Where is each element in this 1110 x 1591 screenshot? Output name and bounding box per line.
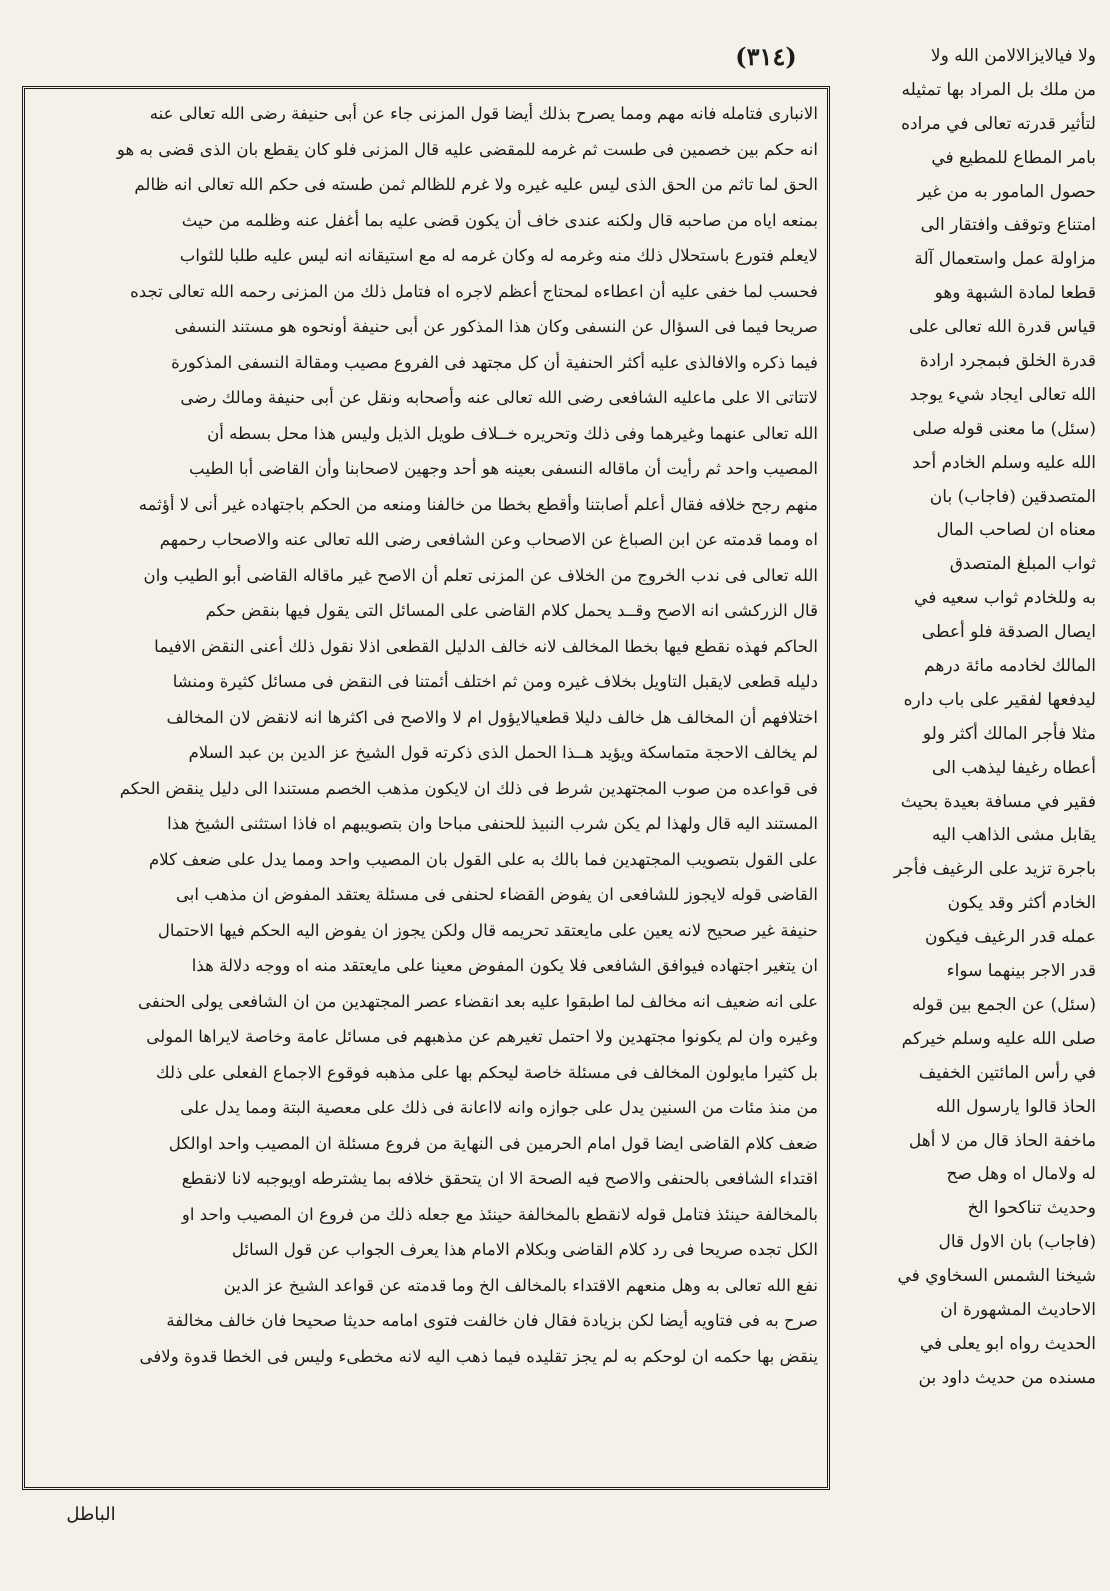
main-text-line: انه حكم بين خصمين فى طست ثم غرمه للمقضى عليه قال المزنى فلو كان يقطع بان الذى قضى به هو [116, 139, 818, 159]
margin-text-line: قدر الاجر بينهما سواء [946, 961, 1096, 982]
margin-text-line: مسنده من حديث داود بن [918, 1367, 1096, 1388]
margin-text-line: فقير في مسافة بعيدة بحيث [900, 791, 1096, 812]
margin-text-line: الحديث رواه ابو يعلى في [919, 1333, 1096, 1354]
main-text-line: نفع الله تعالى به وهل منعهم الاقتداء بالمخالف الخ وما قدمته عن قواعد الشيخ عز الدين [223, 1275, 818, 1295]
main-text-line: بمنعه اياه من صاحبه قال ولكنه عندى خاف أن يكون قضى عليه بما أغفل عنه وظلمه من حيث [181, 210, 818, 230]
margin-text-line: المتصدقين (فاجاب) بان [929, 486, 1096, 507]
margin-text-line: الله تعالى ايجاد شيء يوجد [909, 384, 1096, 405]
main-text-line: الكل تجده صريحا فى رد كلام القاضى وبكلام الامام هذا يعرف الجواب عن قول السائل [231, 1240, 818, 1259]
margin-text-line: من ملك بل المراد بها تمثيله [901, 79, 1096, 100]
margin-text-line: (سئل) عن الجمع بين قوله [912, 994, 1096, 1015]
main-text-line: اقتداء الشافعى بالحنفى والاصح فيه الصحة الا ان يتحقق خلافه بما يشترطه اويوجبه لانا لانقطع [181, 1169, 818, 1188]
main-text-line: ينقض بها حكمه ان لوحكم به لم يجز تقليده فيما ذهب اليه لانه مخطىء وليس فى الخطا قدوة ولافى [139, 1346, 818, 1366]
main-text-line: صريحا فيما فى السؤال عن النسفى وكان هذا المذكور عن أبى حنيفة أونحوه هو مستند النسفى [174, 317, 818, 336]
margin-commentary [838, 40, 1096, 1480]
main-text-line: منهم رجح خلافه فقال أعلم أصابتنا وأقطع بخطا من خالفنا ومنعه من الحكم باجتهاده غير أنى لا أؤثمه [138, 494, 818, 514]
main-text-line: الله تعالى عنهما وغيرهما وفى ذلك وتحريره خــلاف طويل الذيل وليس هذا محل بسطه أن [207, 423, 818, 443]
margin-text-line: حصول المامور به من غير [917, 181, 1096, 202]
main-text-line: الانبارى فتامله فانه مهم ومما يصرح بذلك أيضا قول المزنى جاء عن أبى حنيفة رضى الله تعالى عنه [149, 104, 818, 123]
margin-text-line: لتأثير قدرته تعالى في مراده [901, 113, 1096, 134]
margin-text-line: شيخنا الشمس السخاوي في [897, 1266, 1096, 1287]
main-text-line: صرح به فى فتاويه أيضا لكن بزيادة فقال فان خالفت فتوى امامه حديثا صحيحا فان خالف مخالفة [166, 1311, 818, 1330]
page-number: (٣١٤) [735, 42, 797, 71]
main-text-line: على انه ضعيف انه مخالف لما اطبقوا عليه بعد انقضاء عصر المجتهدين من ان الشافعى يولى الحنفى [138, 991, 818, 1011]
margin-text-line: الخادم أكثر وقد يكون [947, 893, 1096, 914]
main-text-line: ان يتغير اجتهاده فيوافق الشافعى فلا يكون المفوض معينا على مايعتقد منه اه ووجه دلالة هذا [191, 956, 818, 975]
margin-text-line: ماخفة الحاذ قال من لا أهل [908, 1130, 1096, 1151]
margin-text-line: ليدفعها لفقير على باب داره [903, 689, 1096, 710]
main-text-line: المصيب واحد ثم رأيت أن ماقاله النسفى بعينه هو أحد وجهين لاصحابنا وأن القاضى أبا الطيب [189, 459, 818, 478]
margin-text-line: معناه ان لصاحب المال [936, 520, 1096, 541]
margin-text-line: الحاذ قالوا يارسول الله [936, 1096, 1096, 1117]
margin-text-line: صلى الله عليه وسلم خيركم [901, 1028, 1096, 1049]
margin-text-line: امتناع وتوقف وافتقار الى [920, 215, 1096, 236]
main-text-line: وغيره وان لم يكونوا مجتهدين ولا احتمل تغيرهم عن مذهبهم فى مسائل عامة وخاصة لايراها المولى [146, 1027, 818, 1046]
main-text-body [34, 96, 818, 1482]
main-text-line: فحسب لما خفى عليه أن اعطاءه لمحتاج أعظم لاجره اه فتامل ذلك من المزنى رحمه الله تعالى تجده [130, 281, 818, 301]
margin-text-line: الله عليه وسلم الخادم أحد [912, 452, 1096, 473]
main-text-line: اه ومما قدمته عن ابن الصباغ عن الاصحاب وعن الشافعى رضى الله تعالى عنه والاصحاب رحمهم [159, 530, 818, 549]
margin-text-line: المالك لخادمه مائة درهم [924, 656, 1096, 677]
margin-text-line: قدرة الخلق فبمجرد ارادة [919, 351, 1096, 372]
main-text-line: حنيفة غير صحيح لانه يعين على مايعتقد تحريمه قال ولكن يجوز ان يفوض اليه الحكم فيها الاحتمال [157, 920, 818, 940]
main-text-line: المستند اليه قال ولهذا لم يكن شرب النبيذ للحنفى مباحا وان بتصويبهم اه فاذا استثنى الشيخ هذا [167, 814, 818, 833]
main-text-line: فيما ذكره والافالذى عليه أكثر الحنفية أن كل مجتهد فى الفروع مصيب ومقالة النسفى المذكورة [171, 352, 818, 372]
main-text-line: بل كثيرا مايولون المخالف فى مسئلة خاصة ليحكم بها على مذهبه فوقوع الاجماع الفعلى على ذلك [156, 1062, 818, 1082]
margin-text-line: الاحاديث المشهورة ان [940, 1299, 1096, 1320]
margin-text-line: باجرة تزيد على الرغيف فأجر [893, 859, 1096, 880]
main-text-line: على القول بتصويب المجتهدين فما بالك به على القول بان المصيب واحد ومما يدل على ضعف كلام [148, 849, 818, 869]
margin-text-line: قياس قدرة الله تعالى على [908, 317, 1096, 338]
margin-text-line: (سئل) ما معنى قوله صلى [912, 418, 1096, 439]
margin-text-line: مثلا فأجر المالك أكثر ولو [922, 723, 1096, 744]
margin-text-line: أعطاه رغيفا ليذهب الى [931, 757, 1096, 778]
catchword: الباطل [66, 1504, 116, 1525]
margin-text-line: (فاجاب) بان الاول قال [938, 1232, 1096, 1253]
main-text-line: الحق لما تاثم من الحق الذى ليس عليه غيره ولا غرم للظالم ثمن طسته فى حكم الله تعالى انه ظالم [134, 175, 818, 194]
main-text-line: من منذ مئات من السنين يدل على جوازه وانه لااعانة فى ذلك على معصية البتة ومما يدل على [180, 1098, 818, 1117]
margin-text-line: بامر المطاع للمطيع في [931, 147, 1096, 168]
margin-text-line: في رأس المائتين الخفيف [918, 1062, 1096, 1083]
main-text-line: القاضى قوله لايجوز للشافعى ان يفوض القضاء لحنفى فى مسئلة يعتقد المفوض ان مذهب ابى [175, 885, 818, 904]
margin-text-line: قطعا لمادة الشبهة وهو [934, 283, 1096, 304]
main-text-line: قال الزركشى انه الاصح وقــد يحمل كلام القاضى على المسائل التى يقول فيها بنقض حكم [205, 601, 818, 620]
margin-text-line: وحديث تناكحوا الخ [967, 1198, 1096, 1219]
main-text-line: ضعف كلام القاضى ايضا قول امام الحرمين فى النهاية من فروع مسئلة ان المصيب واحد اوالكل [168, 1133, 818, 1153]
main-text-line: لاتتاتى الا على ماعليه الشافعى رضى الله تعالى عنه وأصحابه ونقل عن أبى حنيفة ومالك رضى [180, 388, 818, 407]
margin-text-line: ولا فيالايزالالامن الله ولا [930, 46, 1096, 66]
margin-text-line: عمله قدر الرغيف فيكون [925, 927, 1096, 948]
margin-text-line: له ولامال اه وهل صح [946, 1164, 1096, 1185]
main-text-line: اختلافهم أن المخالف هل خالف دليلا قطعيالايؤول ام لا والاصح فى اكثرها انه لانقض لان المخالف [166, 707, 818, 727]
main-text-line: فى قواعده من صوب المجتهدين شرط فى ذلك ان لايكون مذهب الخصم مستندا الى دليل ينقض الحكم [119, 778, 818, 798]
margin-text-line: ايصال الصدقة فلو أعطى [921, 622, 1096, 643]
main-text-line: لم يخالف الاحجة متماسكة ويؤيد هــذا الحمل الذى ذكرته قول الشيخ عز الدين بن عبد السلام [188, 743, 818, 762]
margin-text-line: يقابل مشى الذاهب اليه [931, 825, 1096, 846]
main-text-line: بالمخالفة حينئذ فتامل قوله لانقطع بالمخالفة حينئذ مع جعله ذلك من فروع ان المصيب واحد او [181, 1204, 818, 1224]
main-text-line: الحاكم فهذه نقطع فيها بخطا المخالف لانه خالف الدليل القطعى اذلا نقول ذلك أعنى النقض الافيما [154, 636, 818, 656]
main-text-line: لايعلم فتورع باستحلال ذلك منه وغرمه له وكان غرمه له مع استيقانه انه ليس عليه طلبا للثواب [179, 246, 818, 265]
margin-text-line: به وللخادم ثواب سعيه في [914, 588, 1096, 609]
margin-text-line: مزاولة عمل واستعمال آلة [914, 249, 1096, 270]
main-text-line: الله تعالى فى ندب الخروج من الخلاف عن المزنى تعلم أن الاصح غير ماقاله القاضى أبو الطيب وان [143, 565, 818, 585]
margin-text-line: ثواب المبلغ المتصدق [949, 554, 1096, 575]
main-text-line: دليله قطعى لايقبل التاويل بخلاف غيره ومن ثم اختلف أئمتنا فى النقض فى مسائل كثيرة ومنشا [172, 672, 818, 691]
